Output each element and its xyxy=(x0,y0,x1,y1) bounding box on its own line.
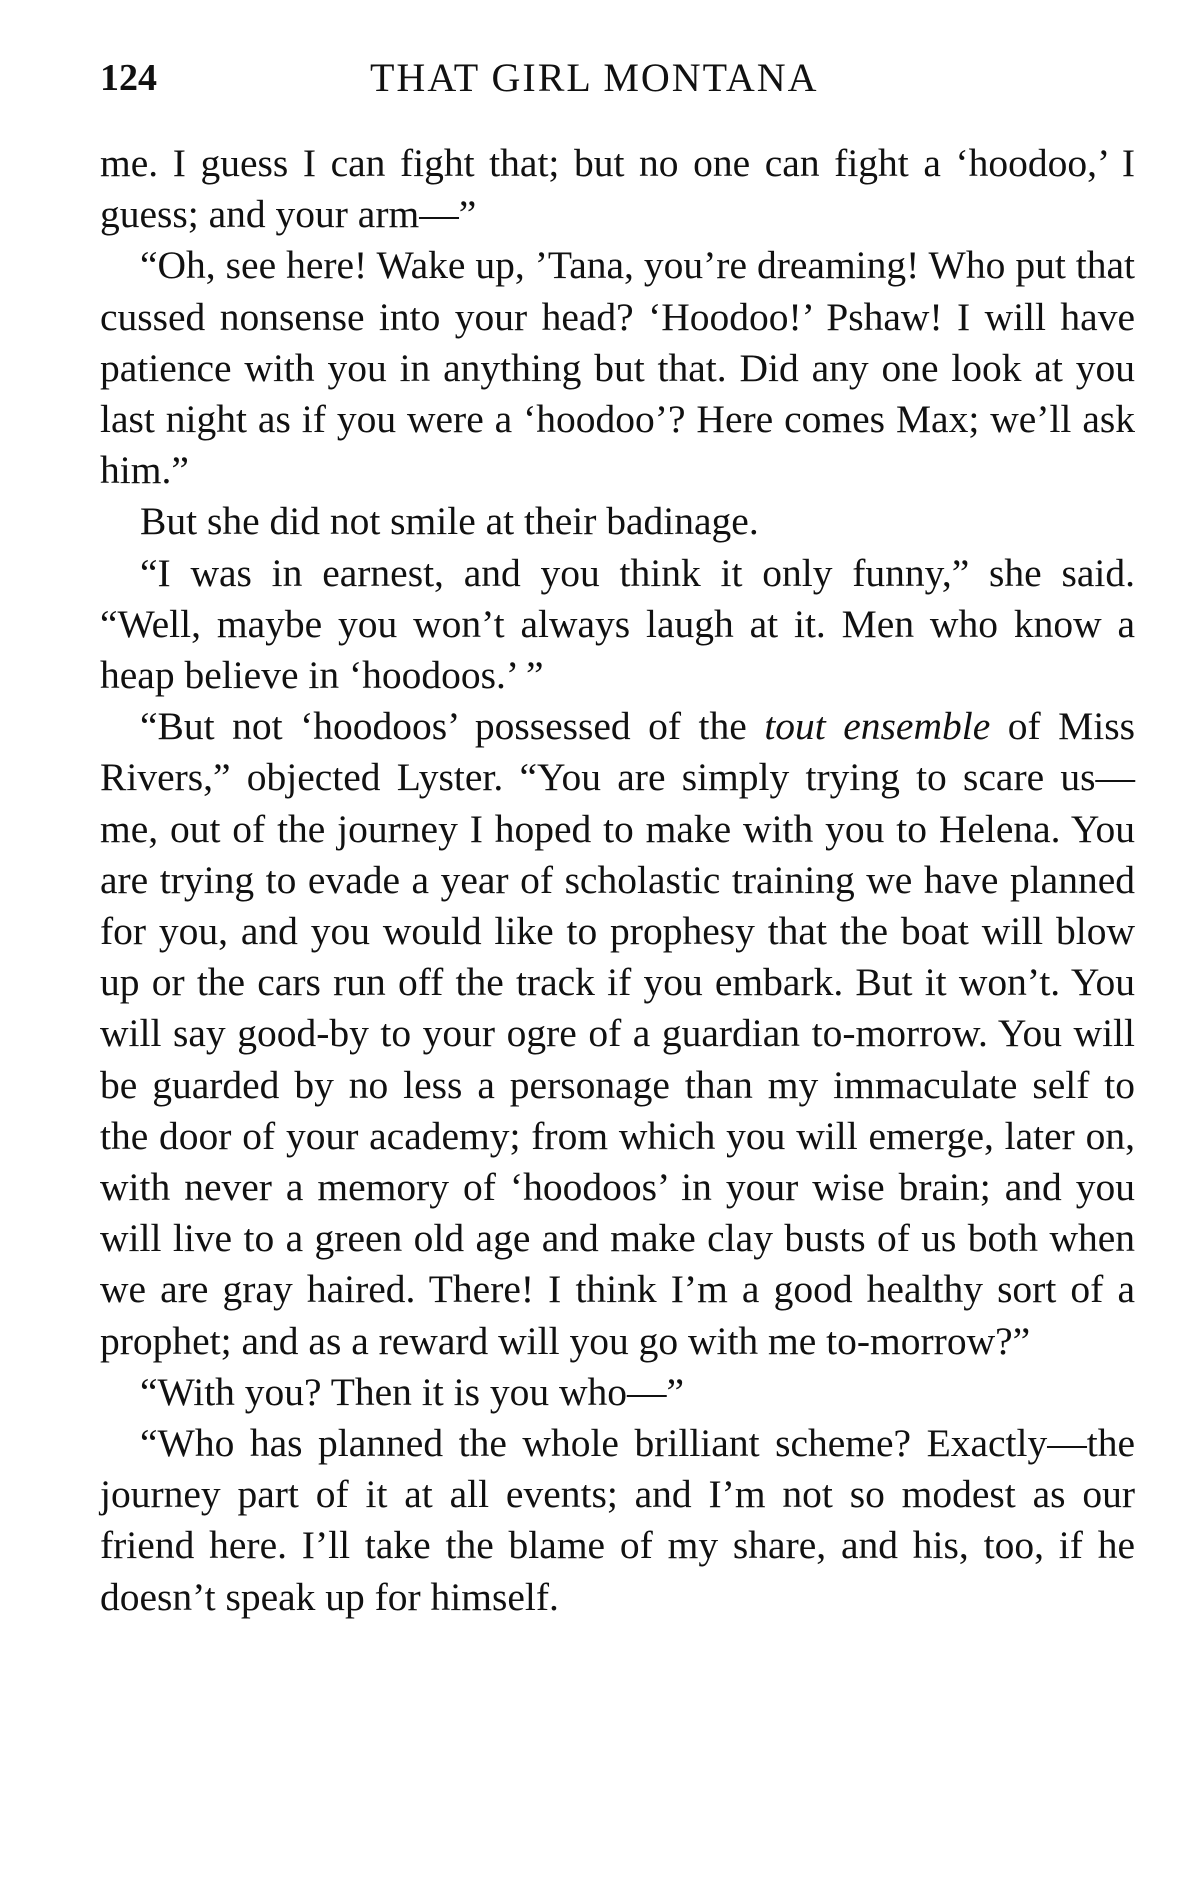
paragraph-text: me. I guess I can fight that; but no one can fight a ‘hoodoo,’ I guess; and your arm—” xyxy=(100,141,1135,237)
paragraph xyxy=(100,701,1135,1367)
paragraph xyxy=(100,496,1135,547)
paragraph-text: “I was in earnest, and you think it only funny,” she said. “Well, maybe you won’t always laugh at it. Men who know a heap believe in ‘hoodoos.’ ” xyxy=(100,550,1135,698)
running-title: THAT GIRL MONTANA xyxy=(370,55,819,100)
paragraph-text: “With you? Then it is you who—” xyxy=(140,1369,685,1414)
paragraph-text: of Miss Rivers,” objected Lyster. “You are simply trying to scare us—me, out of the journey I hoped to make with you to Helena. You are trying to evade a year of scholastic training we have planned for you, and you would like to prophesy that the boat will blow up or the cars run off the track if you embark. But it won’t. You will say good-by to your ogre of a guardian to-morrow. You will be guarded by no less a personage than my immaculate self to the door of your academy; from which you will emerge, later on, with never a memory of ‘hoodoos’ in your wise brain; and you will live to a green old age and make clay busts of us both when we are gray haired. There! I think I’m a good healthy sort of a prophet; and as a reward will you go with me to-morrow?” xyxy=(100,704,1135,1363)
paragraph-text: “Oh, see here! Wake up, ’Tana, you’re dreaming! Who put that cussed nonsense into your head? ‘Hoodoo!’ Pshaw! I will have patience with you in anything but that. Did any one look at you last night as if you were a ‘hoodoo’? Here comes Max; we’ll ask him.” xyxy=(100,243,1135,493)
paragraph xyxy=(100,548,1135,702)
paragraph xyxy=(100,1367,1135,1418)
paragraph-text: “But not ‘hoodoos’ possessed of the xyxy=(140,704,765,749)
page-number: 124 xyxy=(100,57,157,99)
paragraph-text: But she did not smile at their badinage. xyxy=(140,499,759,544)
paragraph-text: “Who has planned the whole brilliant scheme? Exactly—the journey part of it at all events; and I’m not so modest as our friend here. I’ll take the blame of my share, and his, too, if he doesn’t speak up for himself. xyxy=(100,1421,1135,1619)
paragraph xyxy=(100,240,1135,496)
paragraph xyxy=(100,1418,1135,1623)
paragraph xyxy=(100,138,1135,240)
running-head xyxy=(100,48,1135,108)
body-text xyxy=(100,138,1135,1623)
italic-phrase: tout ensemble xyxy=(764,704,991,749)
